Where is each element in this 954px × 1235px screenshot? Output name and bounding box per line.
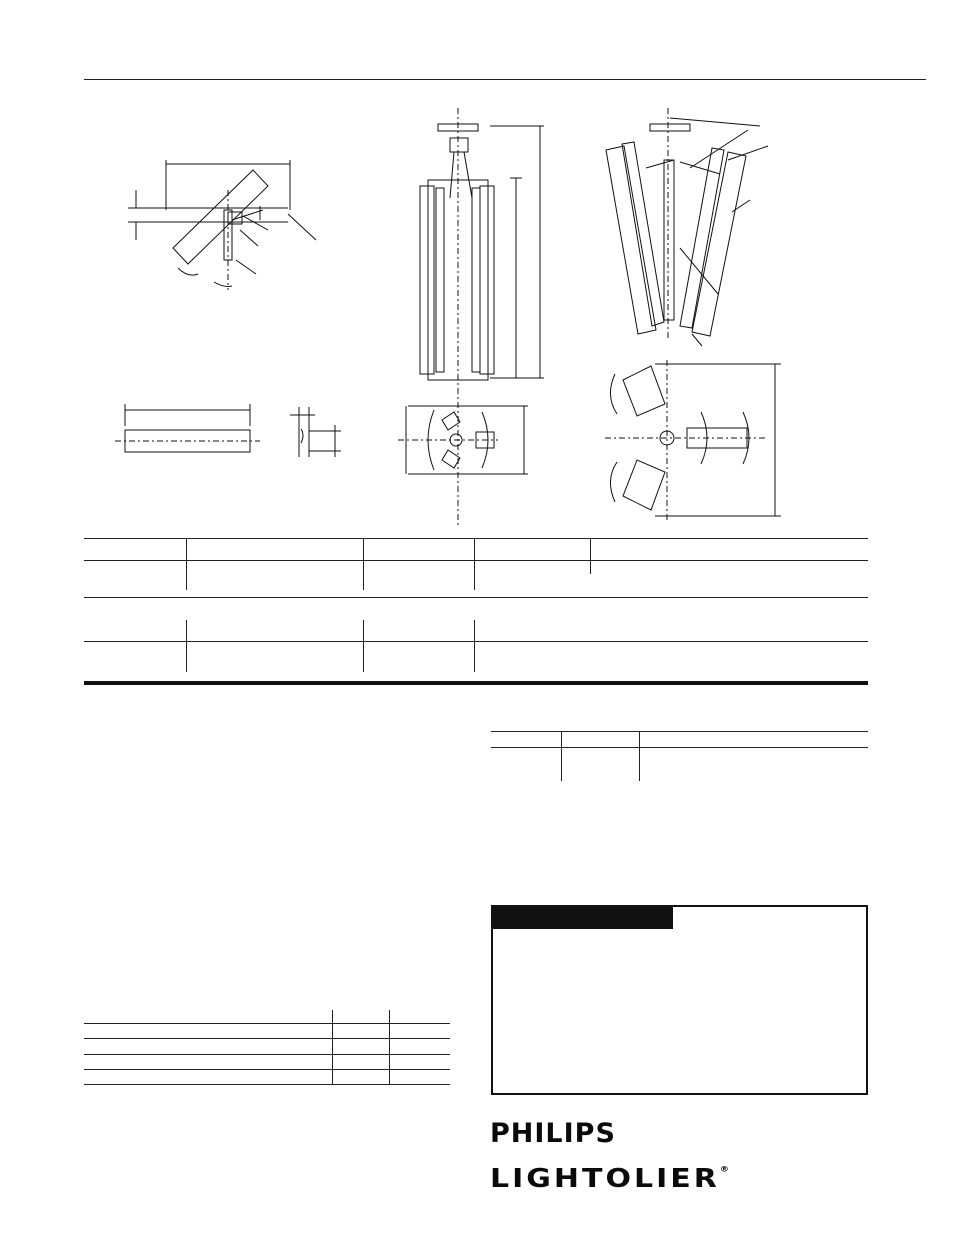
spec-table-4-col-divider [389,1010,390,1084]
spec-table-3-rule-mid [491,747,868,748]
spec-table-3-rule-top [491,731,868,732]
spec-table-1-col-divider [590,538,591,574]
spec-table-4-rule [84,1038,450,1039]
notice-box [491,905,868,1095]
spec-table-1-col-divider [186,538,187,590]
spec-table-1-rule-top [84,538,868,539]
spec-table-3-col-divider [561,731,562,781]
spec-table-2-col-divider [474,620,475,672]
spec-table-3-col-divider [639,731,640,781]
spec-table-4-rule [84,1023,450,1024]
spec-table-4-col-divider [332,1010,333,1084]
notice-box-tab [493,907,673,929]
spec-table-1-col-divider [363,538,364,590]
header-rule [84,79,926,80]
spec-table-4-rule [84,1069,450,1070]
spec-table-2-col-divider [363,620,364,672]
tube-plan-drawing [115,400,265,460]
tube-section-detail-drawing [285,405,345,465]
spec-table-2-rule-mid [84,641,868,642]
rotation-plan-large-drawing [605,360,805,520]
spec-table-4-rule [84,1054,450,1055]
lightolier-logo [490,1164,729,1194]
spec-table-4-rule [84,1084,450,1085]
fixture-angled-view-drawing [128,150,348,300]
lightolier-logo-text: LIGHTOLIER [490,1164,720,1194]
spec-table-1-rule-mid [84,560,868,561]
spec-table-1-rule-bottom [84,597,868,598]
section-divider-rule [84,681,868,685]
registered-mark: ® [719,1165,729,1175]
spec-table-1-col-divider [474,538,475,590]
fixture-tilted-pair-drawing [600,108,800,358]
rotation-plan-small-drawing [398,398,538,488]
philips-logo: PHILIPS [490,1118,616,1149]
spec-table-2-col-divider [186,620,187,672]
